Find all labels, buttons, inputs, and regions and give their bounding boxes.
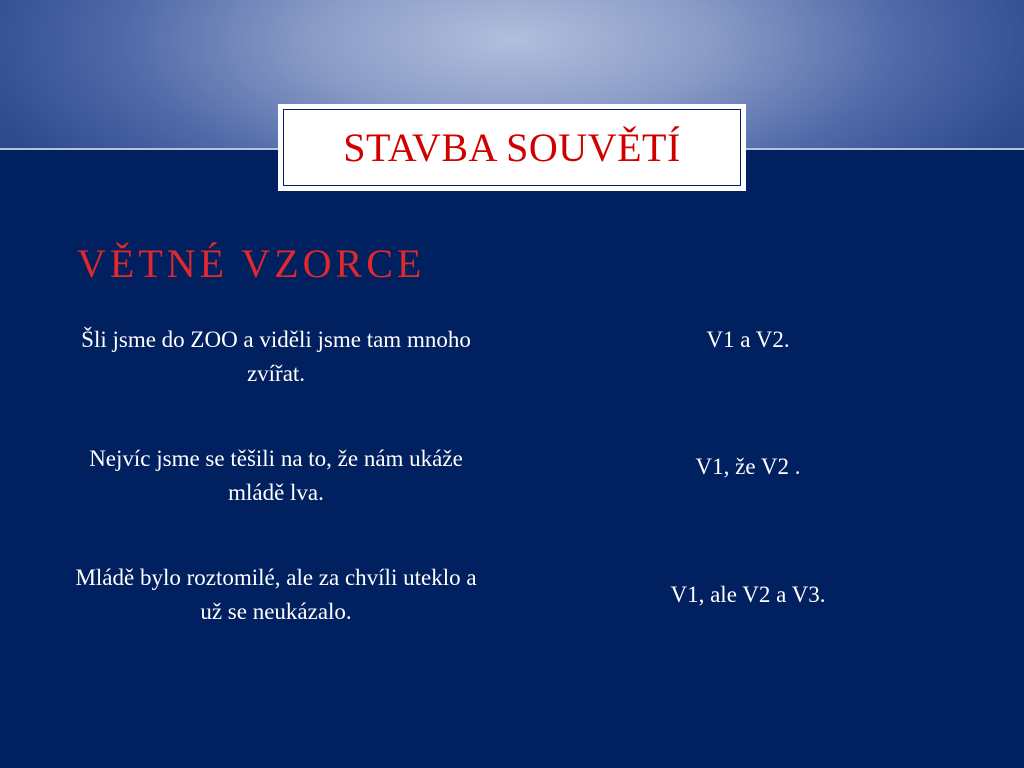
example-sentence-2: Nejvíc jsme se těšili na to, že nám ukáže mládě lva. bbox=[89, 446, 463, 505]
sentence-pattern-2: V1, že V2 . bbox=[695, 454, 801, 479]
slide-title: STAVBA SOUVĚTÍ bbox=[343, 125, 681, 170]
example-sentence-1: Šli jsme do ZOO a viděli jsme tam mnoho zvířat. bbox=[81, 327, 471, 386]
sentence-pattern-1: V1 a V2. bbox=[706, 327, 790, 352]
sentence-pattern-3: V1, ale V2 a V3. bbox=[670, 582, 826, 607]
slide-subtitle: VĚTNÉ VZORCE bbox=[77, 241, 426, 286]
example-sentence-3: Mládě bylo roztomilé, ale za chvíli uteklo a už se neukázalo. bbox=[75, 565, 477, 624]
title-box bbox=[278, 104, 746, 191]
